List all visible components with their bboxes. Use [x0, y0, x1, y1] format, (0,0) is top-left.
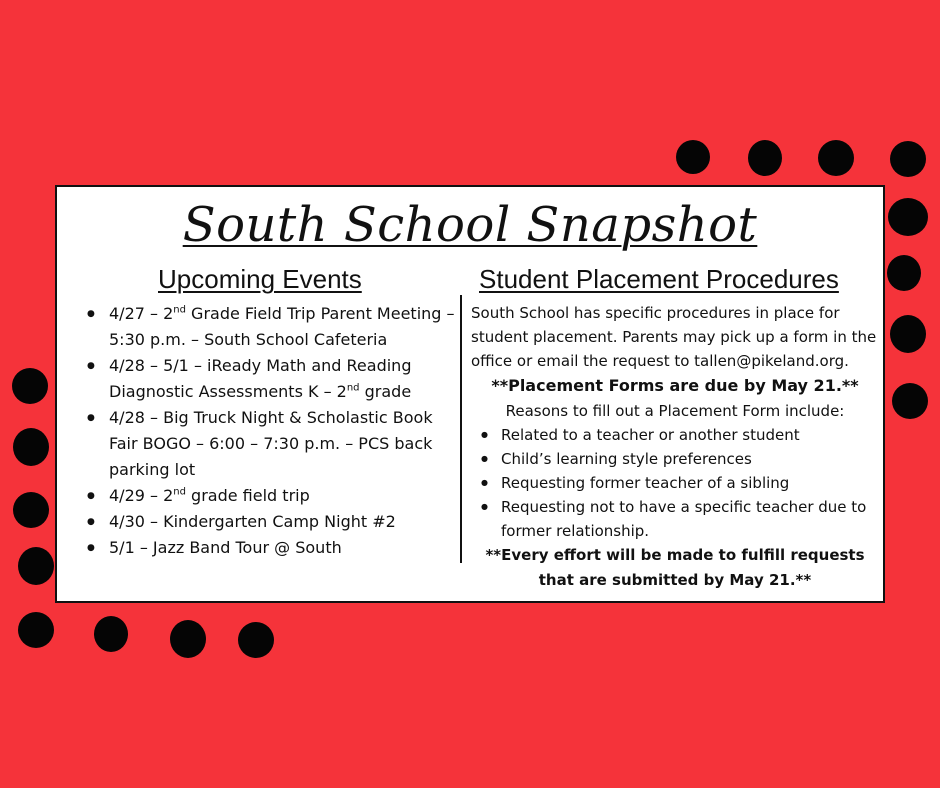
snapshot-card [55, 185, 885, 603]
placement-due-notice: **Placement Forms are due by May 21.** [491, 376, 859, 395]
list-item: ● 4/30 – Kindergarten Camp Night #2 [87, 509, 459, 535]
events-list [87, 301, 459, 561]
list-item: ● 4/29 – 2nd grade field trip [87, 483, 459, 509]
decorative-dot [13, 428, 49, 466]
placement-section [471, 301, 879, 593]
list-item: ● Requesting former teacher of a sibling [471, 471, 879, 495]
list-item: ● 4/28 – 5/1 – iReady Math and Reading Diagnostic Assessments K – 2nd grade [87, 353, 459, 405]
decorative-dot [748, 140, 782, 176]
page-title: South School Snapshot [182, 197, 758, 253]
list-item: ● 5/1 – Jazz Band Tour @ South [87, 535, 459, 561]
reasons-list [471, 423, 879, 543]
decorative-dot [890, 315, 926, 353]
decorative-dot [18, 547, 54, 585]
list-item: ● Child’s learning style preferences [471, 447, 879, 471]
decorative-dot [887, 255, 921, 291]
list-item: ● Requesting not to have a specific teacher due to former relationship. [471, 495, 879, 543]
effort-notice: **Every effort will be made to fulfill requests that are submitted by May 21.** [485, 546, 865, 589]
column-divider [460, 295, 462, 563]
decorative-dot [12, 368, 48, 404]
decorative-dot [18, 612, 54, 648]
decorative-dot [890, 141, 926, 177]
decorative-dot [676, 140, 710, 174]
list-item: ● Related to a teacher or another student [471, 423, 879, 447]
list-item: ● 4/27 – 2nd Grade Field Trip Parent Meeting – 5:30 p.m. – South School Cafeteria [87, 301, 459, 353]
placement-heading: Student Placement Procedures [479, 264, 839, 294]
decorative-dot [94, 616, 128, 652]
reasons-label: Reasons to fill out a Placement Form include: [505, 402, 845, 420]
decorative-dot [13, 492, 49, 528]
list-item: ● 4/28 – Big Truck Night & Scholastic Book Fair BOGO – 6:00 – 7:30 p.m. – PCS back parking lot [87, 405, 459, 483]
events-heading: Upcoming Events [158, 264, 362, 294]
decorative-dot [238, 622, 274, 658]
decorative-dot [888, 198, 928, 236]
decorative-dot [892, 383, 928, 419]
placement-intro: South School has specific procedures in place for student placement. Parents may pick up a form in the office or email the request to tallen@pikeland.org. [471, 304, 877, 370]
decorative-dot [818, 140, 854, 176]
decorative-dot [170, 620, 206, 658]
